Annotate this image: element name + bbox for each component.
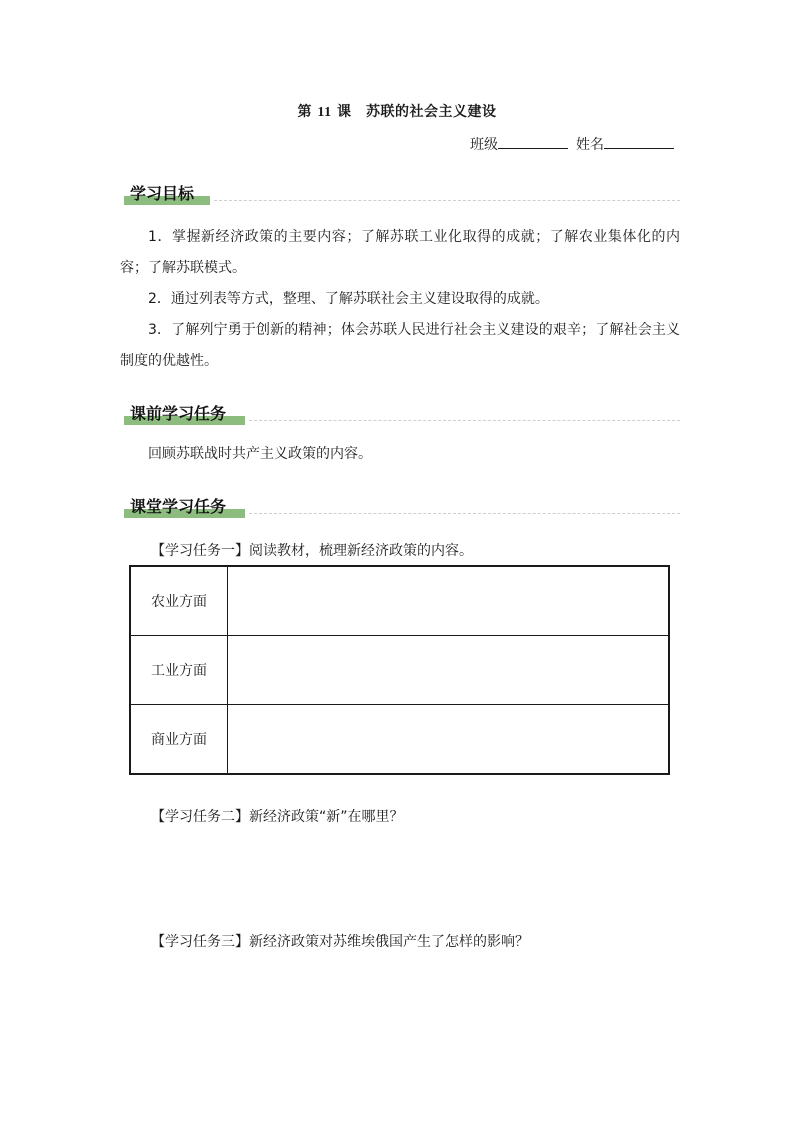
section-divider: [249, 420, 680, 421]
title-prefix: 第: [297, 104, 312, 120]
row-header-industry: 工业方面: [130, 636, 228, 705]
row-header-agriculture: 农业方面: [130, 566, 228, 636]
task-3-prompt: 【学习任务三】新经济政策对苏维埃俄国产生了怎样的影响？: [151, 934, 529, 950]
new-economic-policy-table: [129, 565, 670, 775]
page-title: [0, 101, 794, 121]
class-blank[interactable]: [498, 134, 568, 149]
pre-class-heading-label: 课前学习任务: [130, 404, 227, 423]
in-class-heading: [124, 494, 680, 520]
class-label: 班级: [470, 137, 498, 153]
objective-item-3: 3．了解列宁勇于创新的精神；体会苏联人民进行社会主义建设的艰辛；了解社会主义制度的优越性。: [120, 322, 680, 369]
name-label: 姓名: [576, 137, 604, 153]
table-row: [130, 705, 669, 775]
section-divider: [214, 200, 680, 201]
objectives-heading-label: 学习目标: [130, 184, 195, 203]
answer-cell-agriculture[interactable]: [228, 566, 670, 636]
objective-item-2: 2．通过列表等方式，整理、了解苏联社会主义建设取得的成就。: [148, 291, 549, 307]
objectives-heading: [124, 181, 680, 207]
table-row: [130, 566, 669, 636]
in-class-heading-label: 课堂学习任务: [130, 497, 227, 516]
objective-item-1: 1．掌握新经济政策的主要内容；了解苏联工业化取得的成就；了解农业集体化的内容；了解苏联模式。: [120, 229, 680, 276]
name-blank[interactable]: [604, 134, 674, 149]
answer-cell-commerce[interactable]: [228, 705, 670, 775]
table-row: [130, 636, 669, 705]
pre-class-task: 回顾苏联战时共产主义政策的内容。: [148, 446, 372, 462]
section-divider: [249, 513, 680, 514]
task-2-prompt: 【学习任务二】新经济政策“新”在哪里？: [151, 809, 404, 825]
title-suffix: 课 苏联的社会主义建设: [336, 104, 497, 120]
row-header-commerce: 商业方面: [130, 705, 228, 775]
task-1-prompt: 【学习任务一】阅读教材，梳理新经济政策的内容。: [151, 543, 473, 559]
lesson-number: 11: [317, 105, 332, 120]
pre-class-heading: [124, 401, 680, 427]
answer-cell-industry[interactable]: [228, 636, 670, 705]
student-info-line: [470, 134, 674, 154]
